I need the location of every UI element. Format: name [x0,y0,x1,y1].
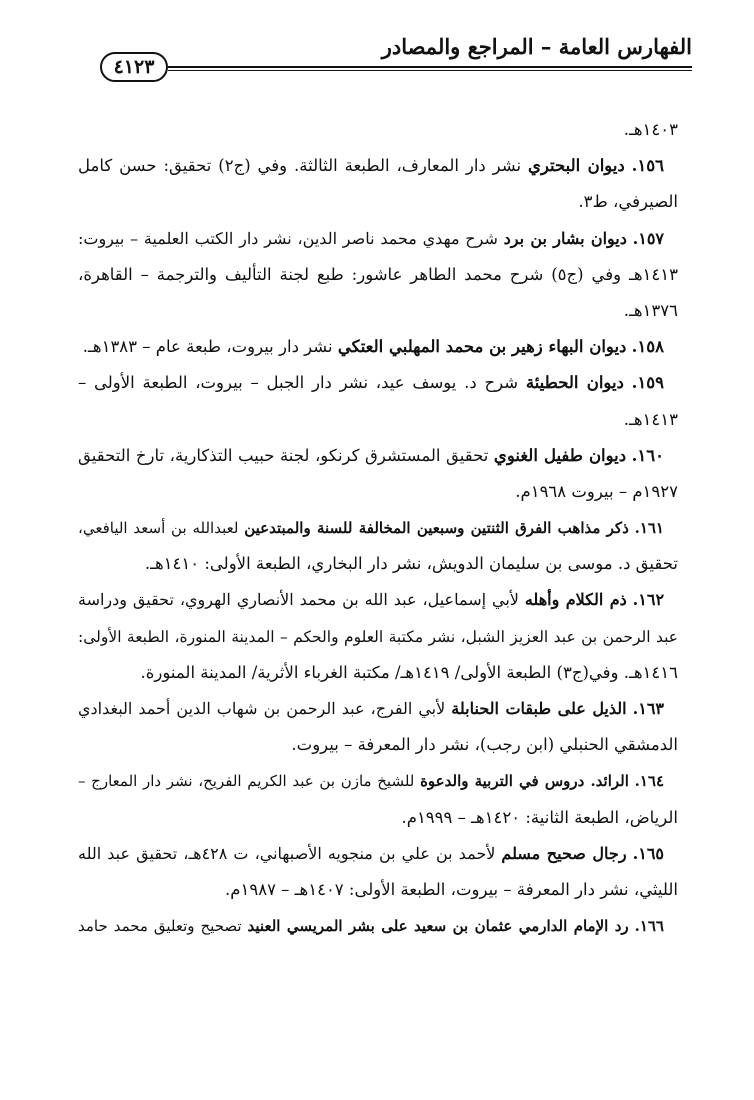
entry-number: ١٥٧. [632,228,664,248]
entry-number: ١٥٦. [631,156,664,176]
header-rule [168,66,692,71]
reference-line: تحقيق د. موسى بن سليمان الدويش، نشر دار البخاري، الطبعة الأولى: ١٤١٠هـ. [144,554,678,574]
entry-title: ديوان طفيل الغنوي [493,445,627,465]
entry-text: نشر دار بيروت، طبعة عام – ١٣٨٣هـ. [82,337,333,357]
page-number: ٤١٢٣ [100,52,168,82]
reference-entry-166 [78,908,678,944]
entry-number: ١٦٦. [634,917,664,936]
reference-entry-165 [78,836,678,872]
entry-number: ١٦٠. [631,445,664,465]
references-list [78,112,678,944]
reference-entry-158 [78,329,678,365]
reference-line: عبد الرحمن بن عبد العزيز الشبل، نشر مكتبة العلوم والحكم – المدينة المنورة، الطبعة الأولى: [78,627,678,646]
reference-line: ١٤١٦هـ. وفي(ج٣) الطبعة الأولى/ ١٤١٩هـ/ مكتبة الغرباء الأثرية/ المدينة المنورة. [140,662,678,682]
entry-title: ذكر مذاهب الفرق الثنتين وسبعين المخالفة للسنة والمبتدعين [244,519,629,538]
reference-entry-164 [78,763,678,799]
entry-title: ديوان الحطيئة [525,373,624,393]
entry-title: الذيل على طبقات الحنابلة [451,699,627,718]
entry-title: ديوان البهاء زهير بن محمد المهلبي العتكي [337,337,627,357]
reference-entry-156 [78,148,678,184]
entry-text: تحقيق المستشرق كرنكو، لجنة حبيب التذكارية، تارخ التحقيق [78,445,489,465]
reference-line: ١٤٠٣هـ. [623,120,678,139]
entry-text: تصحيح وتعليق محمد حامد [78,917,242,936]
reference-line: الدمشقي الحنبلي (ابن رجب)، نشر دار المعرفة – بيروت. [291,735,678,755]
entry-number: ١٦٢. [632,590,665,610]
reference-entry-160 [78,438,678,474]
entry-text: شرح مهدي محمد ناصر الدين، نشر دار الكتب العلمية – بيروت: [78,228,498,248]
header-title: الفهارس العامة – المراجع والمصادر [381,34,692,59]
reference-entry-162 [78,582,678,618]
reference-line: ١٤١٣هـ. [623,409,678,429]
entry-number: ١٦٣. [632,699,665,718]
entry-number: ١٦١. [634,519,664,538]
entry-title: الرائد. دروس في التربية والدعوة [420,772,629,791]
reference-line: الليثي، نشر دار المعرفة – بيروت، الطبعة الأولى: ١٤٠٧هـ – ١٩٨٧م. [225,879,678,899]
reference-line: الرياض، الطبعة الثانية: ١٤٢٠هـ – ١٩٩٩م. [401,807,678,827]
entry-title: ذم الكلام وأهله [524,590,627,610]
entry-text: لعبدالله بن أسعد اليافعي، [78,519,239,538]
entry-title: ديوان بشار بن برد [503,228,627,248]
reference-entry-157 [78,221,678,257]
entry-text: نشر دار المعارف، الطبعة الثالثة. وفي (ج٢) تحقيق: حسن كامل [78,156,522,176]
entry-text: شرح د. يوسف عيد، نشر دار الجبل – بيروت، الطبعة الأولى – [78,373,519,393]
entry-number: ١٥٩. [631,373,664,393]
reference-line: ١٣٧٦هـ. [623,300,678,320]
entry-number: ١٦٥. [632,843,664,863]
running-header [100,30,692,78]
entry-title: ديوان البحتري [527,156,625,176]
reference-line: الصيرفي، ط٣. [578,192,678,212]
reference-entry-159 [78,365,678,401]
reference-entry-161 [78,510,678,546]
reference-entry-163 [78,691,678,727]
reference-line: ١٩٢٧م – بيروت ١٩٦٨م. [515,481,678,501]
reference-line: ١٤١٣هـ وفي (ج٥) شرح محمد الطاهر عاشور: طبع لجنة التأليف والترجمة – القاهرة، [78,264,678,284]
entry-number: ١٦٤. [634,772,664,791]
entry-text: لأحمد بن علي بن منجويه الأصبهاني، ت ٤٢٨هـ، تحقيق عبد الله [78,843,496,863]
entry-text: للشيخ مازن بن عبد الكريم الفريح، نشر دار المعارج – [78,772,415,791]
entry-text: لأبي إسماعيل، عبد الله بن محمد الأنصاري الهروي، تحقيق ودراسة [78,590,519,610]
entry-title: رد الإمام الدارمي عثمان بن سعيد على بشر المريسي العنيد [247,917,629,936]
entry-number: ١٥٨. [631,337,664,357]
entry-text: لأبي الفرج، عبد الرحمن بن شهاب الدين أحمد البغدادي [78,699,446,718]
entry-title: رجال صحيح مسلم [501,843,627,863]
